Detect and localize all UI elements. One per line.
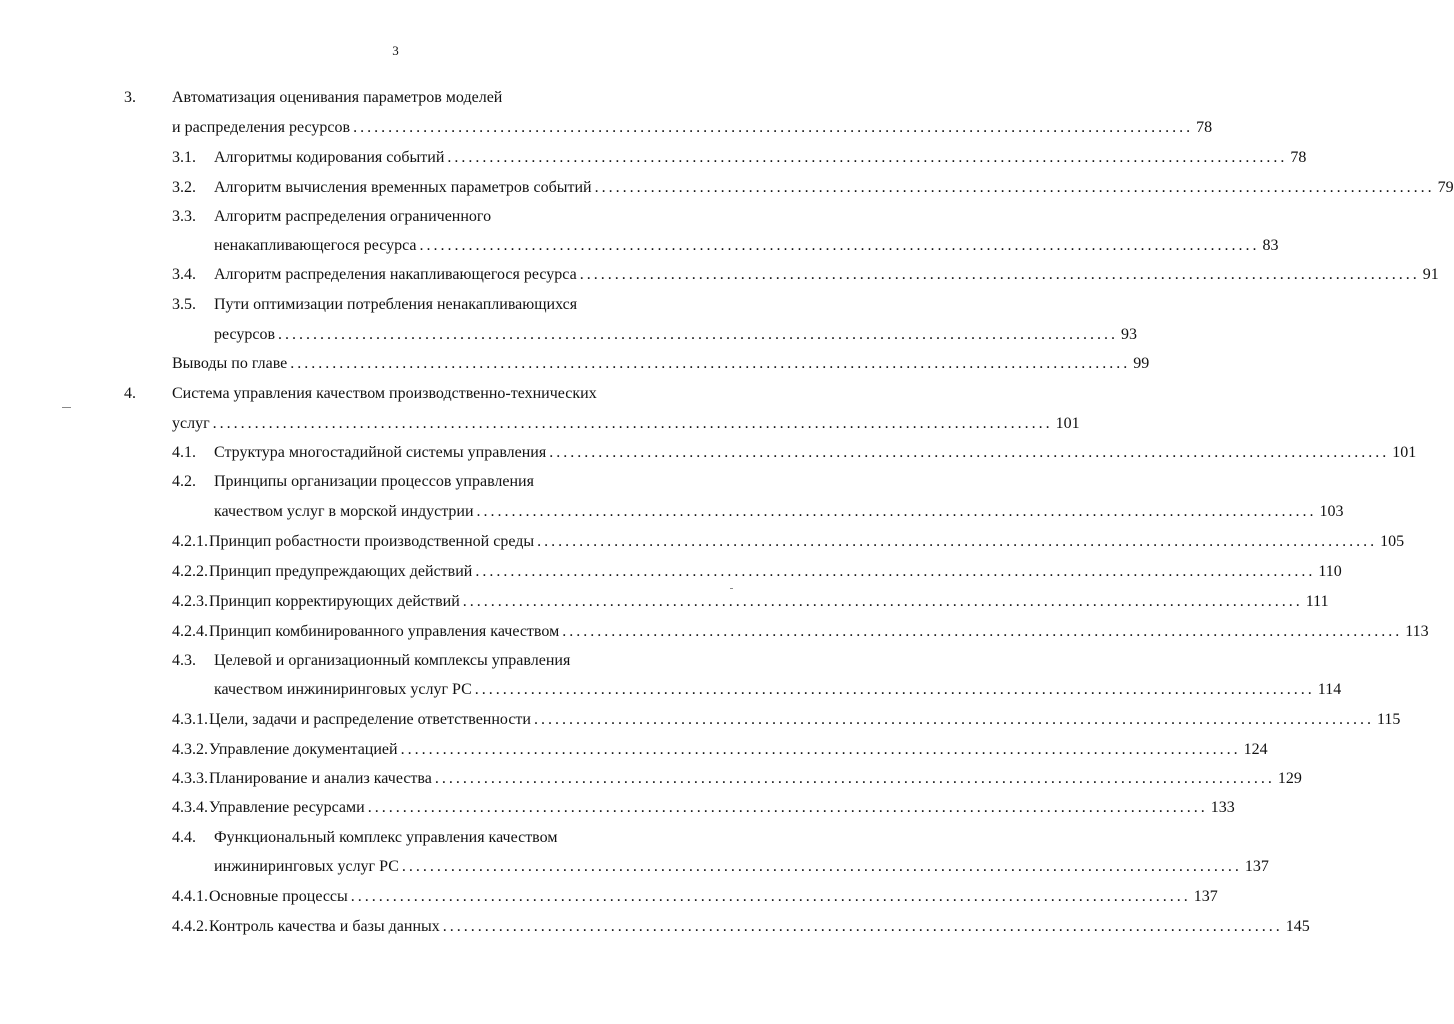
toc-dot-leader: ........................................................................................................................ (353, 119, 1194, 136)
toc-dot-leader: ........................................................................................................................ (594, 179, 1435, 196)
toc-page-number: 133 (1210, 799, 1235, 816)
toc-entry (209, 887, 1218, 907)
toc-entry-number: 4.3.2. (172, 741, 208, 758)
toc-entry-number: 4.3. (172, 652, 196, 669)
toc-entry-number: 4.2.2. (172, 563, 208, 580)
toc-page-number: 129 (1277, 770, 1302, 787)
toc-entry (214, 295, 577, 315)
toc-dot-leader: ........................................................................................................................ (290, 355, 1131, 372)
toc-entry (209, 562, 1342, 582)
toc-page-number: 113 (1405, 623, 1429, 640)
toc-entry-title: качеством услуг в морской индустрии (214, 503, 474, 520)
toc-dot-leader: ........................................................................................................................ (278, 326, 1119, 343)
toc-page-number: 83 (1262, 237, 1279, 254)
toc-entry-title: Система управления качеством производственно-технических (172, 385, 597, 402)
toc-entry-title: и распределения ресурсов (172, 119, 351, 136)
toc-entry-title: Структура многостадийной системы управления (214, 444, 547, 461)
toc-dot-leader: ........................................................................................................................ (562, 623, 1403, 640)
toc-page-number: 110 (1318, 563, 1342, 580)
toc-entry-number: 4.3.3. (172, 770, 208, 787)
toc-entry-number: 4. (124, 385, 136, 402)
toc-dot-leader: ........................................................................................................................ (533, 711, 1374, 728)
toc-dot-leader: ........................................................................................................................ (537, 533, 1378, 550)
toc-entry-title: Автоматизация оценивания параметров моделей (172, 89, 503, 106)
scan-speck (62, 407, 71, 408)
toc-entry-number: 3.1. (172, 149, 196, 166)
toc-entry-number: 4.4.1. (172, 888, 208, 905)
toc-entry-number: 4.3.1. (172, 711, 208, 728)
toc-entry (214, 472, 534, 492)
toc-page-number: 101 (1055, 415, 1080, 432)
toc-entry-title: качеством инжиниринговых услуг РС (214, 681, 472, 698)
toc-entry-number: 4.2.3. (172, 593, 208, 610)
toc-entry-number: 3. (124, 89, 136, 106)
toc-entry-title: Принцип робастности производственной среды (209, 533, 535, 550)
toc-dot-leader: ........................................................................................................................ (419, 237, 1260, 254)
scan-speck (730, 588, 733, 589)
toc-page-number: 137 (1244, 858, 1269, 875)
toc-dot-leader: ........................................................................................................................ (212, 415, 1053, 432)
toc-entry (172, 118, 1213, 138)
toc-entry (172, 414, 1080, 434)
toc-entry-title: услуг (172, 415, 210, 432)
toc-dot-leader: ........................................................................................................................ (447, 149, 1288, 166)
toc-entry (172, 88, 502, 108)
toc-dot-leader: ........................................................................................................................ (401, 858, 1242, 875)
toc-entry-title: Управление ресурсами (209, 799, 365, 816)
toc-entry-title: Функциональный комплекс управления качеством (214, 829, 558, 846)
toc-dot-leader: ........................................................................................................................ (462, 593, 1303, 610)
toc-entry-title: Пути оптимизации потребления ненакапливающихся (214, 296, 578, 313)
toc-dot-leader: ........................................................................................................................ (350, 888, 1191, 905)
toc-entry-number: 3.4. (172, 266, 196, 283)
toc-page-number: 79 (1437, 179, 1454, 196)
toc-entry-title: Целевой и организационный комплексы управления (214, 652, 571, 669)
toc-entry (209, 740, 1268, 760)
toc-entry-title: Алгоритм вычисления временных параметров событий (214, 179, 592, 196)
toc-entry-title: Основные процессы (209, 888, 348, 905)
toc-entry-number: 4.1. (172, 444, 196, 461)
toc-dot-leader: ........................................................................................................................ (474, 681, 1315, 698)
toc-entry (214, 502, 1344, 522)
toc-entry-title: Принцип корректирующих действий (209, 593, 460, 610)
toc-entry-title: Алгоритм распределения накапливающегося ресурса (214, 266, 577, 283)
toc-page-number: 111 (1305, 593, 1329, 610)
toc-entry (214, 680, 1342, 700)
toc-entry-title: Планирование и анализ качества (209, 770, 432, 787)
toc-page-number: 137 (1193, 888, 1218, 905)
toc-entry (209, 532, 1405, 552)
toc-dot-leader: ........................................................................................................................ (367, 799, 1208, 816)
toc-entry (209, 798, 1235, 818)
toc-entry-title: Принцип предупреждающих действий (209, 563, 473, 580)
toc-entry (209, 710, 1401, 730)
toc-entry-number: 4.2.4. (172, 623, 208, 640)
toc-entry-title: ресурсов (214, 326, 276, 343)
toc-entry-number: 4.3.4. (172, 799, 208, 816)
toc-page-number: 78 (1290, 149, 1307, 166)
toc-entry (209, 769, 1302, 789)
toc-entry-number: 3.2. (172, 179, 196, 196)
toc-entry-title: Алгоритмы кодирования событий (214, 149, 445, 166)
toc-entry (214, 828, 557, 848)
toc-entry-title: Цели, задачи и распределение ответственности (209, 711, 531, 728)
toc-page-number: 105 (1380, 533, 1405, 550)
toc-dot-leader: ........................................................................................................................ (442, 918, 1283, 935)
toc-page-number: 114 (1317, 681, 1342, 698)
toc-entry (172, 384, 597, 404)
toc-entry (214, 236, 1279, 256)
toc-entry-title: Принципы организации процессов управления (214, 473, 534, 490)
toc-entry (209, 917, 1310, 937)
toc-entry-number: 3.3. (172, 208, 196, 225)
toc-entry-number: 4.2.1. (172, 533, 208, 550)
toc-page-number: 99 (1133, 355, 1150, 372)
toc-entry (209, 622, 1429, 642)
toc-entry (214, 178, 1454, 198)
toc-entry-number: 4.4. (172, 829, 196, 846)
toc-entry (214, 857, 1269, 877)
toc-page-number: 103 (1319, 503, 1344, 520)
toc-entry-title: ненакапливающегося ресурса (214, 237, 417, 254)
toc-entry-title: Управление документацией (209, 741, 398, 758)
toc-entry-number: 4.4.2. (172, 918, 208, 935)
toc-entry-title: Контроль качества и базы данных (209, 918, 440, 935)
toc-entry-number: 3.5. (172, 296, 196, 313)
toc-entry (214, 325, 1138, 345)
toc-entry-title: Выводы по главе (172, 355, 288, 372)
toc-page-number: 145 (1285, 918, 1310, 935)
toc-dot-leader: ........................................................................................................................ (475, 563, 1316, 580)
toc-page-number: 115 (1376, 711, 1401, 728)
toc-dot-leader: ........................................................................................................................ (549, 444, 1390, 461)
toc-dot-leader: ........................................................................................................................ (579, 266, 1420, 283)
page-number: 3 (392, 43, 399, 58)
toc-page-number: 93 (1121, 326, 1138, 343)
toc-page-number: 78 (1196, 119, 1213, 136)
toc-entry-title: Принцип комбинированного управления качеством (209, 623, 560, 640)
toc-entry (214, 443, 1417, 463)
toc-dot-leader: ........................................................................................................................ (476, 503, 1317, 520)
toc-entry-number: 4.2. (172, 473, 196, 490)
toc-page-number: 124 (1243, 741, 1268, 758)
toc-entry (172, 354, 1150, 374)
toc-entry-title: инжиниринговых услуг РС (214, 858, 399, 875)
toc-dot-leader: ........................................................................................................................ (400, 741, 1241, 758)
toc-entry (209, 592, 1329, 612)
toc-entry (214, 148, 1307, 168)
toc-page-number: 91 (1422, 266, 1439, 283)
toc-entry (214, 265, 1439, 285)
toc-dot-leader: ........................................................................................................................ (434, 770, 1275, 787)
toc-entry-title: Алгоритм распределения ограниченного (214, 208, 492, 225)
toc-page-number: 101 (1392, 444, 1417, 461)
toc-entry (214, 207, 491, 227)
toc-entry (214, 651, 570, 671)
